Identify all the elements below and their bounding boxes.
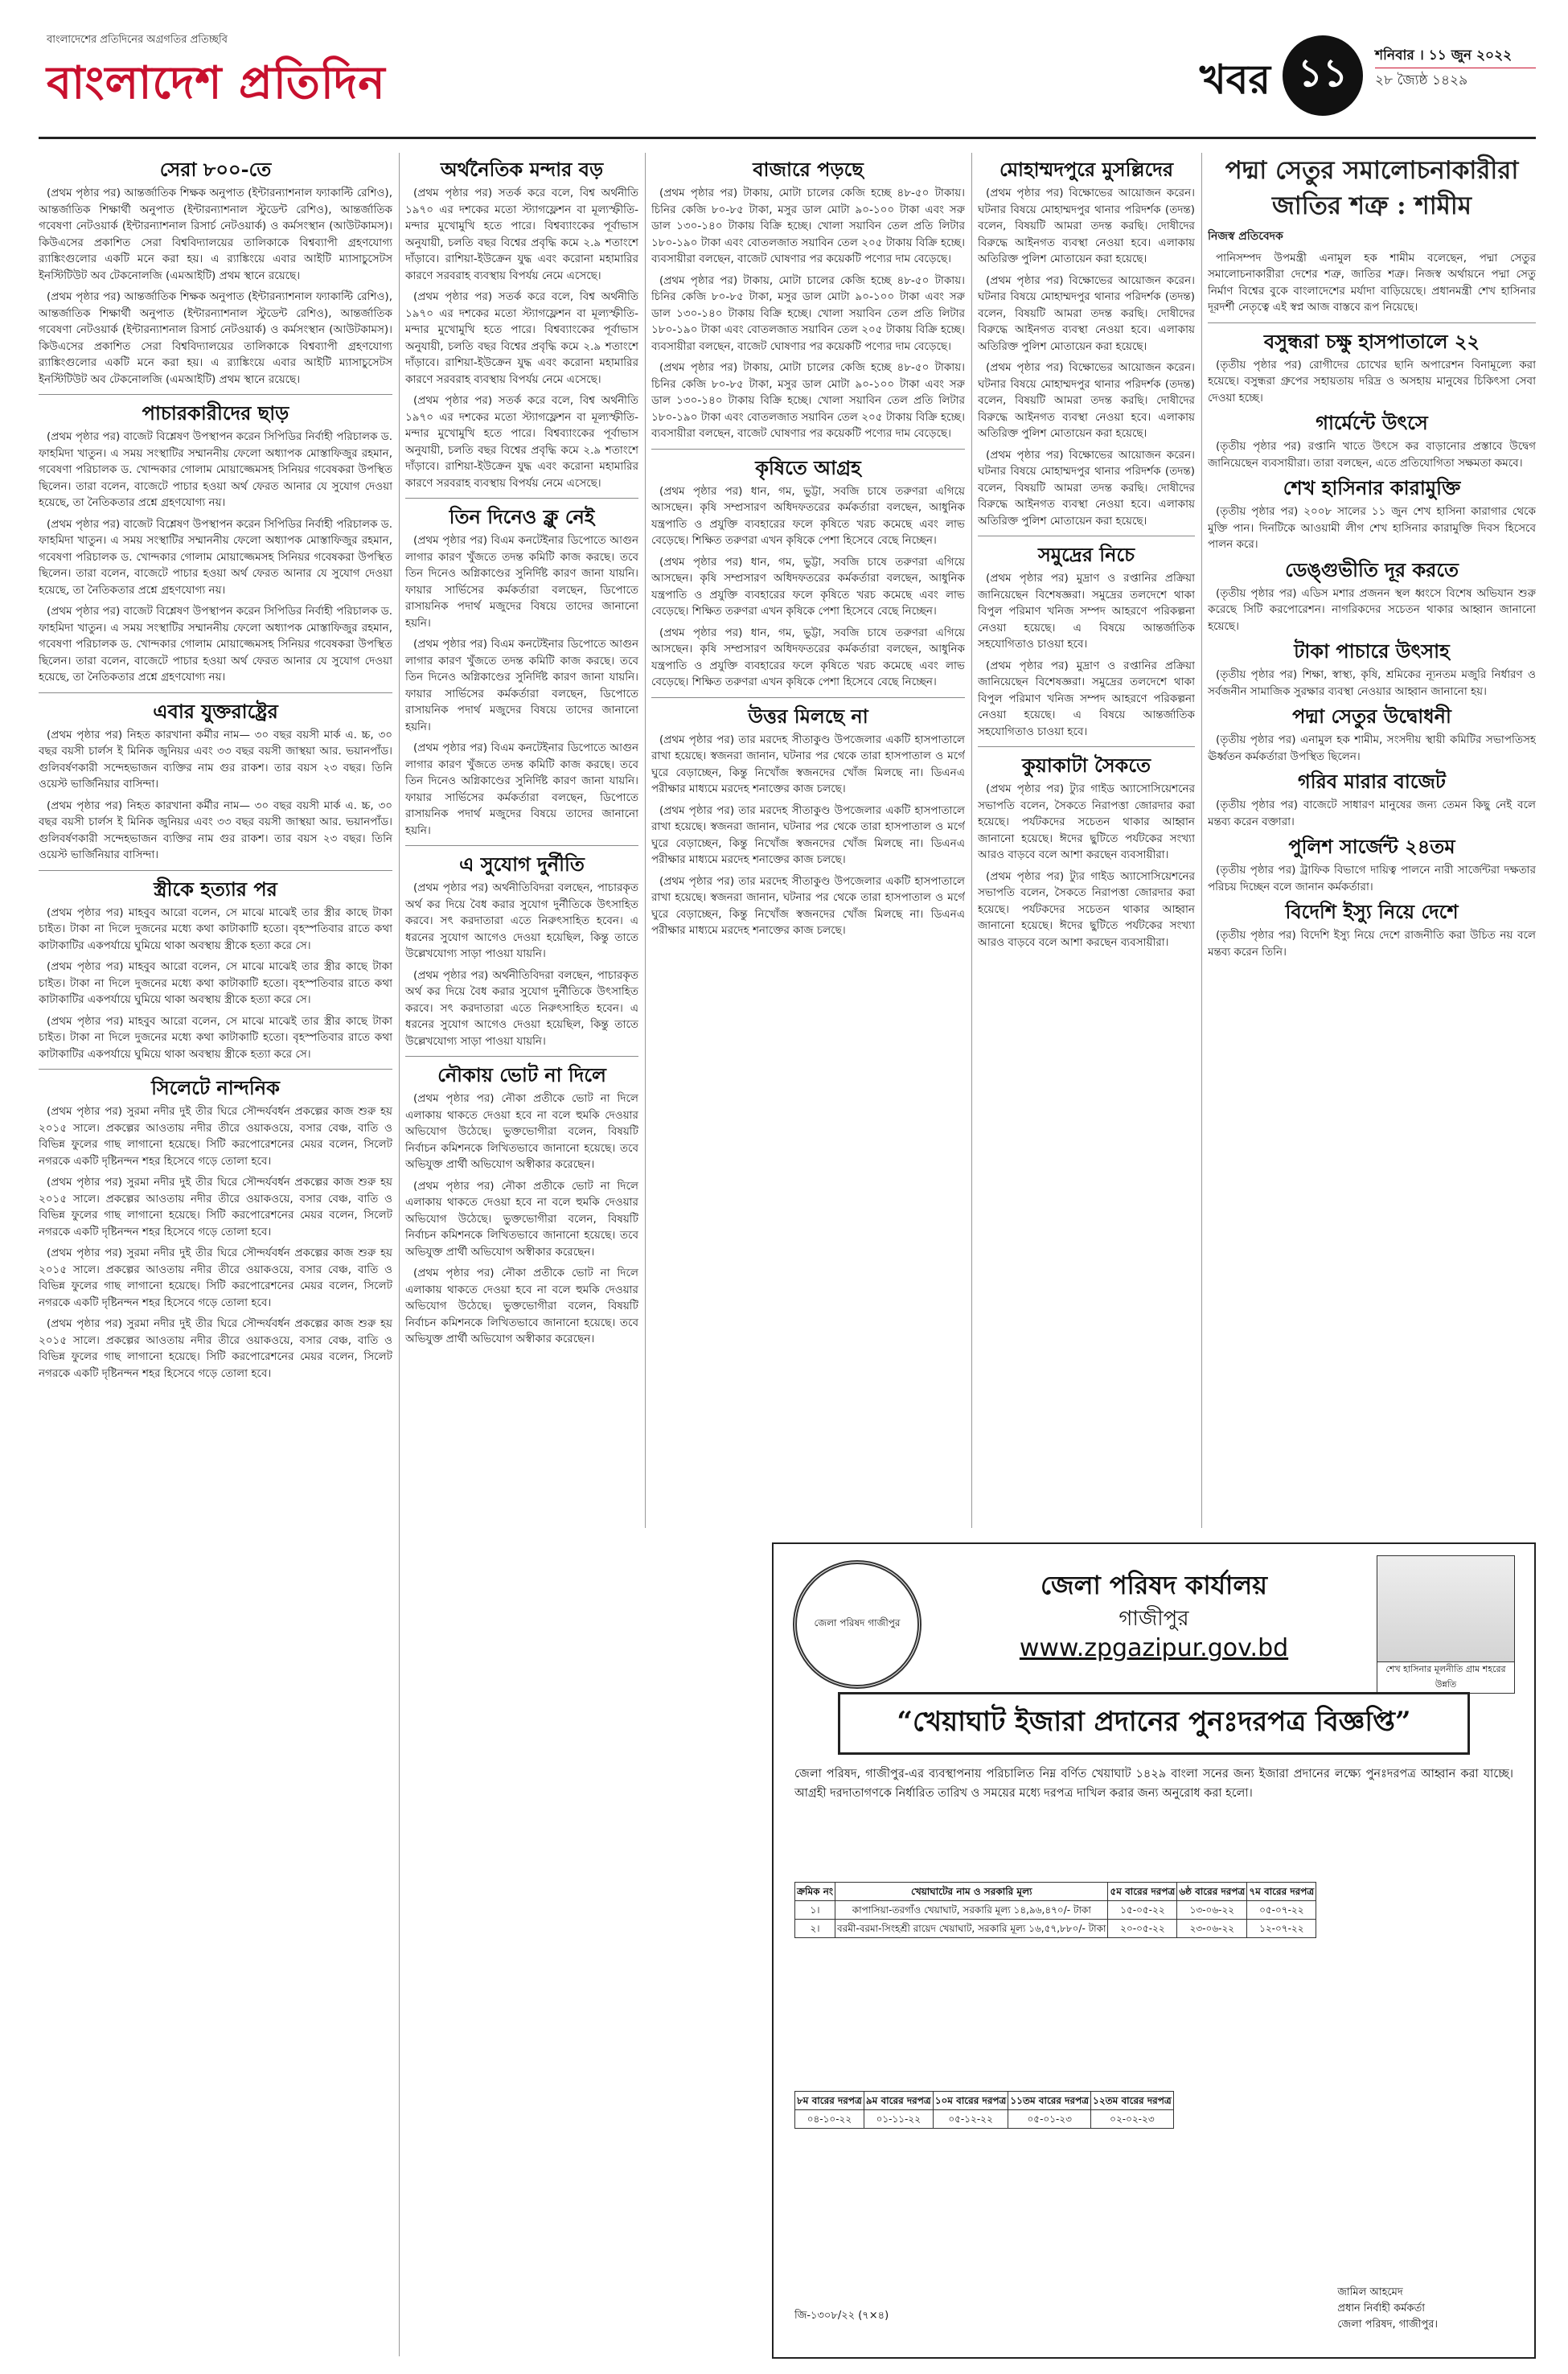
headline-money-laundering[interactable]: টাকা পাচারে উৎসাহ [1294,639,1450,663]
ad-body-text: জেলা পরিষদ, গাজীপুর-এর ব্যবস্থাপনায় পরিচালিত নিম্ন বর্ণিত খেয়াঘাট ১৪২৯ বাংলা সনের জন্য ইজারা প্রদানের লক্ষ্যে পুনঃদরপত্র আহ্বান করা যাচ্ছে। আগ্রহী দরদাতাগণকে নির্ধারিত তারিখ ও সময়ের মধ্যে দরপত্র দাখিল করার জন্য অনুরোধ করা হলো। [794,1768,1513,1800]
article-body: (প্রথম পৃষ্ঠার পর) সতর্ক করে বলে, বিশ্ব অর্থনীতি ১৯৭০ এর দশকের মতো স্ট্যাগফ্লেশন বা মূল্যস্ফীতি-মন্দার মুখোমুখি হতে পারে। বিশ্বব্যাংকের পূর্বাভাস অনুযায়ী, চলতি বছর বিশ্বের প্রবৃদ্ধি কমে ২.৯ শতাংশে দাঁড়াবে। রাশিয়া-ইউক্রেন যুদ্ধ এবং করোনা মহামারির কারণে সরবরাহ ব্যবস্থায় বিপর্যয় নেমে এসেছে। [405,187,638,282]
article-body: (তৃতীয় পৃষ্ঠার পর) এডিস মশার প্রজনন স্থল ধ্বংসে বিশেষ অভিযান শুরু করেছে সিটি করপোরেশন। নাগরিকদের সচেতন থাকার আহ্বান জানানো হয়েছে। [1208,586,1536,633]
table-cell: ১। [795,1901,835,1920]
divider [405,845,638,846]
ad-reference: জি-১৩০৮/২২ (৭×৪) [794,2310,889,2322]
article-body: (প্রথম পৃষ্ঠার পর) বিক্ষোভের আয়োজন করেন। ঘটনার বিষয়ে মোহাম্মদপুর থানার পরিদর্শক (তদন্ত) বলেন, বিষয়টি আমরা তদন্ত করছি। দোষীদের বিরুদ্ধে আইনগত ব্যবস্থা নেওয়া হবে। এলাকায় অতিরিক্ত পুলিশ মোতায়েন করা হয়েছে। [978,448,1195,528]
article-body: (প্রথম পৃষ্ঠার পর) বাজেট বিশ্লেষণ উপস্থাপন করেন সিপিডির নির্বাহী পরিচালক ড. ফাহমিদা খাতুন। এ সময় সংস্থাটির সম্মাননীয় ফেলো অধ্যাপক মোস্তাফিজুর রহমান, গবেষণা পরিচালক ড. খোন্দকার গোলাম মোয়াজ্জেমসহ সিনিয়র গবেষকরা উপস্থিত ছিলেন। তারা বলেন, বাজেটে পাচার হওয়া অর্থ ফেরত আনার যে সুযোগ দেওয়া হয়েছে, তা নৈতিকতার প্রশ্নে গ্রহণযোগ্য নয়। [39,605,392,684]
column-1 [39,153,392,2356]
tender-table-2 [794,2091,1174,2129]
headline-pacharkari[interactable]: পাচারকারীদের ছাড় [142,401,289,425]
portrait-caption: শেখ হাসিনার মূলনীতি গ্রাম শহরের উন্নতি [1377,1661,1514,1693]
date-box [1375,43,1536,92]
headline-recession[interactable]: অর্থনৈতিক মন্দার বড় [440,158,604,181]
headline-hasina[interactable]: শেখ হাসিনার কারামুক্তি [1283,476,1461,499]
table-header: ৫ম বারের দরপত্র [1108,1883,1177,1901]
column-2 [405,153,638,2356]
table-cell: ১৩-০৬-২২ [1177,1901,1247,1920]
article-body: (প্রথম পৃষ্ঠার পর) আন্তর্জাতিক শিক্ষক অনুপাত (ইন্টারন্যাশনাল ফ্যাকাল্টি রেশিও), আন্তর্জাতিক শিক্ষার্থী অনুপাত (ইন্টারন্যাশনাল স্টুডেন্ট রেশিও), আন্তর্জাতিক গবেষণা নেটওয়ার্ক (ইন্টারন্যাশনাল রিসার্চ নেটওয়ার্ক) ও কর্মসংস্থান (আউটকামস)। কিউএসের প্রকাশিত সেরা বিশ্ববিদ্যালয়ের তালিকাকে বিশ্বব্যাপী গ্রহণযোগ্য র‌্যাঙ্কিংগুলোর একটি মনে করা হয়। এ র‌্যাঙ্কিংয়ে এবার আইটি ম্যাসাচুসেটস ইনস্টিটিউট অব টেকনোলজি (এমআইটি) প্রথম স্থানে রয়েছে। [39,290,392,386]
divider [39,1069,392,1070]
article-body: (প্রথম পৃষ্ঠার পর) সুরমা নদীর দুই তীর ঘিরে সৌন্দর্যবর্ধন প্রকল্পের কাজ শুরু হয় ২০১৫ সালে। প্রকল্পের আওতায় নদীর তীরে ওয়াকওয়ে, বসার বেঞ্চ, বাতি ও বিভিন্ন ফুলের গাছ লাগানো হয়েছে। সিটি করপোরেশনের মেয়র বলেন, সিলেট নগরকে একটি দৃষ্টিনন্দন শহর হিসেবে গড়ে তোলা হবে। [39,1176,392,1238]
article-body: (প্রথম পৃষ্ঠার পর) তার মরদেহ সীতাকুণ্ড উপজেলার একটি হাসপাতালে রাখা হয়েছে। স্বজনরা জানান, ঘটনার পর থেকে তারা হাসপাতাল ও মর্গে ঘুরে বেড়াচ্ছেন, কিন্তু নিখোঁজ স্বজনদের খোঁজ মিলছে না। ডিএনএ পরীক্ষার মাধ্যমে মরদেহ শনাক্তের কাজ চলছে। [651,874,965,937]
byline: নিজস্ব প্রতিবেদক [1208,230,1283,243]
headline-padma-inauguration[interactable]: পদ্মা সেতুর উদ্বোধনী [1292,704,1451,728]
table-header-row [795,2092,1174,2110]
headline-wife-murder[interactable]: স্ত্রীকে হত্যার পর [154,877,277,901]
table-cell: ০৪-১০-২২ [795,2110,864,2129]
divider [39,394,392,395]
table-header: ৭ম বারের দরপত্র [1247,1883,1316,1901]
table-cell: ২০-০৫-২২ [1108,1920,1177,1938]
article-body: (প্রথম পৃষ্ঠার পর) নিহত কারখানা কর্মীর নাম— ৩০ বছর বয়সী মার্ক এ. চ্চ, ৩০ বছর বয়সী চার্লস ই মিনিক জুনিয়র এবং ৩৩ বছর বয়সী জাস্থয়া আর. ভয়ানপাঁড। গুলিবর্ষণকারী সন্দেহভাজন ব্যক্তির নাম গুর রাকশ। তার বয়স ২৩ বছর। তিনি ওয়েস্ট ভার্জিনিয়ার বাসিন্দা। [39,799,392,861]
article-body: (প্রথম পৃষ্ঠার পর) ধান, গম, ভুট্টা, সবজি চাষে তরুণরা এগিয়ে আসছেন। কৃষি সম্প্রসারণ অধিদফতরের কর্মকর্তারা বলছেন, আধুনিক যন্ত্রপাতি ও প্রযুক্তি ব্যবহারের ফলে কৃষিতে খরচ কমেছে এবং লাভ বেড়েছে। শিক্ষিত তরুণরা এখন কৃষিকে পেশা হিসেবে বেছে নিচ্ছেন। [651,555,965,618]
masthead [39,24,1536,139]
column-rule [399,153,400,2356]
divider [1208,322,1536,323]
table-cell: ০৫-০৭-২২ [1247,1901,1316,1920]
article-body: (প্রথম পৃষ্ঠার পর) বিক্ষোভের আয়োজন করেন। ঘটনার বিষয়ে মোহাম্মদপুর থানার পরিদর্শক (তদন্ত) বলেন, বিষয়টি আমরা তদন্ত করছি। দোষীদের বিরুদ্ধে আইনগত ব্যবস্থা নেওয়া হবে। এলাকায় অতিরিক্ত পুলিশ মোতায়েন করা হয়েছে। [978,273,1195,353]
article-body: (প্রথম পৃষ্ঠার পর) বিএম কনটেইনার ডিপোতে আগুন লাগার কারণ খুঁজতে তদন্ত কমিটি কাজ করছে। তবে তিন দিনেও অগ্নিকাণ্ডের সুনির্দিষ্ট কারণ জানা যায়নি। ফায়ার সার্ভিসের কর্মকর্তারা বলছেন, ডিপোতে রাসায়নিক পদার্থ মজুদের বিষয়ে তাদের জানানো হয়নি। [405,534,638,630]
article-body: (তৃতীয় পৃষ্ঠার পর) বাজেটে সাধারণ মানুষের জন্য তেমন কিছু নেই বলে মন্তব্য করেন বক্তারা। [1208,799,1536,828]
column-5 [1208,153,1536,1532]
ad-website-link[interactable]: www.zpgazipur.gov.bd [1019,1634,1289,1662]
table-header-row [795,1883,1316,1901]
article-body: পানিসম্পদ উপমন্ত্রী এনামুল হক শামীম বলেছেন, পদ্মা সেতুর সমালোচনাকারীরা দেশের শত্রু, জাতির শত্রু। নিজস্ব অর্থায়নে পদ্মা সেতু নির্মাণ বিশ্বের বুকে বাংলাদেশের মর্যাদা বাড়িয়েছে। প্রধানমন্ত্রী শেখ হাসিনার দূরদর্শী নেতৃত্বে এই স্বপ্ন আজ বাস্তবে রূপ নিয়েছে। [1208,251,1536,314]
table-cell: ০১-১১-২২ [864,2110,933,2129]
page-number: ১১ [1283,35,1363,116]
table-header: ১১তম বারের দরপত্র [1008,2092,1091,2110]
table-cell: ০৫-০১-২৩ [1008,2110,1091,2129]
article-body: (প্রথম পৃষ্ঠার পর) ট্যুর গাইড অ্যাসোসিয়েশনের সভাপতি বলেন, সৈকতে নিরাপত্তা জোরদার করা হয়েছে। পর্যটকদের সচেতন থাকার আহ্বান জানানো হয়েছে। ঈদের ছুটিতে পর্যটকের সংখ্যা আরও বাড়বে বলে আশা করছেন ব্যবসায়ীরা। [978,782,1195,861]
column-4 [978,153,1195,1532]
headline-sylhet[interactable]: সিলেটে নান্দনিক [151,1076,280,1099]
table-cell: ১৫-০৫-২২ [1108,1901,1177,1920]
article-body: (প্রথম পৃষ্ঠার পর) তার মরদেহ সীতাকুণ্ড উপজেলার একটি হাসপাতালে রাখা হয়েছে। স্বজনরা জানান, ঘটনার পর থেকে তারা হাসপাতাল ও মর্গে ঘুরে বেড়াচ্ছেন, কিন্তু নিখোঁজ স্বজনদের খোঁজ মিলছে না। ডিএনএ পরীক্ষার মাধ্যমে মরদেহ শনাক্তের কাজ চলছে। [651,733,965,795]
table-header: ৯ম বারের দরপত্র [864,2092,933,2110]
article-body: (তৃতীয় পৃষ্ঠার পর) বিদেশি ইস্যু নিয়ে দেশে রাজনীতি করা উচিত নয় বলে মন্তব্য করেন তিনি। [1208,929,1536,959]
table-cell: ২৩-০৬-২২ [1177,1920,1247,1938]
table-cell: বরমী-বরমা-সিংহশ্রী রায়েদ খেয়াঘাট, সরকারি মূল্য ১৬,৫৭,৮৮০/- টাকা [835,1920,1108,1938]
table-cell: ১২-০৭-২২ [1247,1920,1316,1938]
table-header: ৮ম বারের দরপত্র [795,2092,864,2110]
article-body: (প্রথম পৃষ্ঠার পর) অর্থনীতিবিদরা বলছেন, পাচারকৃত অর্থ কর দিয়ে বৈধ করার সুযোগ দুর্নীতিকে উৎসাহিত করবে। সৎ করদাতারা এতে নিরুৎসাহিত হবেন। এ ধরনের সুযোগ আগেও দেওয়া হয়েছিল, কিন্তু তাতে উল্লেখযোগ্য সাড়া পাওয়া যায়নি। [405,881,638,960]
headline-police-sergeant[interactable]: পুলিশ সার্জেন্ট ২৪তম [1288,835,1455,858]
article-body: (প্রথম পৃষ্ঠার পর) মুদ্রাণ ও রপ্তানির প্রক্রিয়া জানিয়েছেন বিশেষজ্ঞরা। সমুদ্রের তলদেশে থাকা বিপুল পরিমাণ খনিজ সম্পদ আহরণে পরিকল্পনা নেওয়া হয়েছে। এ বিষয়ে আন্তর্জাতিক সহযোগিতাও চাওয়া হবে। [978,659,1195,738]
column-rule [1201,153,1202,1528]
headline-agriculture[interactable]: কৃষিতে আগ্রহ [755,455,861,479]
table-cell: ০২-০২-২৩ [1091,2110,1174,2129]
divider [405,498,638,499]
signatory-name: জামিল আহমেদ [1337,2286,1403,2298]
divider [651,449,965,450]
ad-title-banner: “খেয়াঘাট ইজারা প্রদানের পুনঃদরপত্র বিজ্ঞপ্তি” [838,1692,1470,1755]
headline-garments[interactable]: গার্মেন্টে উৎসে [1316,411,1428,434]
tender-advertisement [772,1542,1536,2359]
article-body: (প্রথম পৃষ্ঠার পর) বাজেট বিশ্লেষণ উপস্থাপন করেন সিপিডির নির্বাহী পরিচালক ড. ফাহমিদা খাতুন। এ সময় সংস্থাটির সম্মাননীয় ফেলো অধ্যাপক মোস্তাফিজুর রহমান, গবেষণা পরিচালক ড. খোন্দকার গোলাম মোয়াজ্জেমসহ সিনিয়র গবেষকরা উপস্থিত ছিলেন। তারা বলেন, বাজেটে পাচার হওয়া অর্থ ফেরত আনার যে সুযোগ দেওয়া হয়েছে, তা নৈতিকতার প্রশ্নে গ্রহণযোগ্য নয়। [39,430,392,509]
tender-table-1 [794,1882,1316,1938]
article-body: (তৃতীয় পৃষ্ঠার পর) ট্রাফিক বিভাগে দায়িত্ব পালনে নারী সার্জেন্টরা দক্ষতার পরিচয় দিচ্ছেন বলে জানান কর্মকর্তারা। [1208,864,1536,893]
ad-district: গাজীপুর [1119,1607,1189,1631]
headline-market[interactable]: বাজারে পড়ছে [753,158,864,181]
headline-no-clue[interactable]: তিন দিনেও ক্লু নেই [449,505,595,528]
headline-sea[interactable]: সমুদ্রের নিচে [1037,543,1135,566]
table-cell: কাপাসিয়া-তরগাঁও খেয়াঘাট, সরকারি মূল্য ১৪,৯৬,৪৭০/- টাকা [835,1901,1108,1920]
table-header: ক্রমিক নং [795,1883,835,1901]
headline-sera-800[interactable]: সেরা ৮০০-তে [159,158,272,181]
signatory-title: প্রধান নির্বাহী কর্মকর্তা [1337,2302,1426,2314]
article-body: (প্রথম পৃষ্ঠার পর) নৌকা প্রতীকে ভোট না দিলে এলাকায় থাকতে দেওয়া হবে না বলে হুমকি দেওয়ার অভিযোগ উঠেছে। ভুক্তভোগীরা বলেন, বিষয়টি নির্বাচন কমিশনকে লিখিতভাবে জানানো হয়েছে। তবে অভিযুক্ত প্রার্থী অভিযোগ অস্বীকার করেছেন। [405,1092,638,1171]
article-body: (তৃতীয় পৃষ্ঠার পর) রোগীদের চোখের ছানি অপারেশন বিনামূল্যে করা হয়েছে। বসুন্ধরা গ্রুপের সহায়তায় দরিদ্র ও অসহায় মানুষের চিকিৎসা সেবা দেওয়া হচ্ছে। [1208,358,1536,405]
divider [978,746,1195,747]
divider [39,692,392,693]
divider [405,1056,638,1057]
ad-office: জেলা পরিষদ কার্যালয় [1040,1570,1268,1600]
divider [39,870,392,871]
table-row [795,1901,1316,1920]
date-gregorian: শনিবার । ১১ জুন ২০২২ [1375,43,1536,68]
table-row [795,2110,1174,2129]
article-body: (প্রথম পৃষ্ঠার পর) সতর্ক করে বলে, বিশ্ব অর্থনীতি ১৯৭০ এর দশকের মতো স্ট্যাগফ্লেশন বা মূল্যস্ফীতি-মন্দার মুখোমুখি হতে পারে। বিশ্বব্যাংকের পূর্বাভাস অনুযায়ী, চলতি বছর বিশ্বের প্রবৃদ্ধি কমে ২.৯ শতাংশে দাঁড়াবে। রাশিয়া-ইউক্রেন যুদ্ধ এবং করোনা মহামারির কারণে সরবরাহ ব্যবস্থায় বিপর্যয় নেমে এসেছে। [405,290,638,386]
article-body: (প্রথম পৃষ্ঠার পর) বিএম কনটেইনার ডিপোতে আগুন লাগার কারণ খুঁজতে তদন্ত কমিটি কাজ করছে। তবে তিন দিনেও অগ্নিকাণ্ডের সুনির্দিষ্ট কারণ জানা যায়নি। ফায়ার সার্ভিসের কর্মকর্তারা বলছেন, ডিপোতে রাসায়নিক পদার্থ মজুদের বিষয়ে তাদের জানানো হয়নি। [405,638,638,733]
portrait-image [1377,1555,1515,1694]
headline-boat-vote[interactable]: নৌকায় ভোট না দিলে [437,1063,606,1086]
article-body: (প্রথম পৃষ্ঠার পর) বিএম কনটেইনার ডিপোতে আগুন লাগার কারণ খুঁজতে তদন্ত কমিটি কাজ করছে। তবে তিন দিনেও অগ্নিকাণ্ডের সুনির্দিষ্ট কারণ জানা যায়নি। ফায়ার সার্ভিসের কর্মকর্তারা বলছেন, ডিপোতে রাসায়নিক পদার্থ মজুদের বিষয়ে তাদের জানানো হয়নি। [405,741,638,837]
article-body: (প্রথম পৃষ্ঠার পর) সুরমা নদীর দুই তীর ঘিরে সৌন্দর্যবর্ধন প্রকল্পের কাজ শুরু হয় ২০১৫ সালে। প্রকল্পের আওতায় নদীর তীরে ওয়াকওয়ে, বসার বেঞ্চ, বাতি ও বিভিন্ন ফুলের গাছ লাগানো হয়েছে। সিটি করপোরেশনের মেয়র বলেন, সিলেট নগরকে একটি দৃষ্টিনন্দন শহর হিসেবে গড়ে তোলা হবে। [39,1247,392,1309]
headline-kuakata[interactable]: কুয়াকাটা সৈকতে [1021,754,1151,777]
date-bangla: ২৮ জ্যৈষ্ঠ ১৪২৯ [1375,72,1468,88]
signatory-org: জেলা পরিষদ, গাজীপুর। [1337,2319,1438,2331]
article-body: (প্রথম পৃষ্ঠার পর) মাহবুব আরো বলেন, সে মাঝে মাঝেই তার স্ত্রীর কাছে টাকা চাইত। টাকা না দিলে দুজনের মধ্যে কথা কাটাকাটি হতো। বৃহস্পতিবার রাতে কথা কাটাকাটির একপর্যায়ে ঘুমিয়ে থাকা অবস্থায় স্ত্রীকে হত্যা করে সে। [39,1014,392,1061]
article-body: (প্রথম পৃষ্ঠার পর) টাকায়, মোটা চালের কেজি হচ্ছে ৪৮-৫০ টাকায়। চিনির কেজি ৮০-৮৫ টাকা, মসুর ডাল মোটা ৯০-১০০ টাকা এবং সরু ডাল ১৩০-১৪০ টাকায় বিক্রি হচ্ছে। খোলা সয়াবিন তেল প্রতি লিটার ১৮০-১৯০ টাকা এবং বোতলজাত সয়াবিন তেল ২০৫ টাকায় বিক্রি হচ্ছে। ব্যবসায়ীরা বলছেন, বাজেট ঘোষণার পর কয়েকটি পণ্যের দাম বেড়েছে। [651,361,965,440]
table-cell: ০৫-১২-২২ [933,2110,1008,2129]
article-body: (প্রথম পৃষ্ঠার পর) ট্যুর গাইড অ্যাসোসিয়েশনের সভাপতি বলেন, সৈকতে নিরাপত্তা জোরদার করা হয়েছে। পর্যটকদের সচেতন থাকার আহ্বান জানানো হয়েছে। ঈদের ছুটিতে পর্যটকের সংখ্যা আরও বাড়বে বলে আশা করছেন ব্যবসায়ীরা। [978,869,1195,949]
article-body: (প্রথম পৃষ্ঠার পর) নৌকা প্রতীকে ভোট না দিলে এলাকায় থাকতে দেওয়া হবে না বলে হুমকি দেওয়ার অভিযোগ উঠেছে। ভুক্তভোগীরা বলেন, বিষয়টি নির্বাচন কমিশনকে লিখিতভাবে জানানো হয়েছে। তবে অভিযুক্ত প্রার্থী অভিযোগ অস্বীকার করেছেন। [405,1267,638,1345]
article-body: (প্রথম পৃষ্ঠার পর) তার মরদেহ সীতাকুণ্ড উপজেলার একটি হাসপাতালে রাখা হয়েছে। স্বজনরা জানান, ঘটনার পর থেকে তারা হাসপাতাল ও মর্গে ঘুরে বেড়াচ্ছেন, কিন্তু নিখোঁজ স্বজনদের খোঁজ মিলছে না। ডিএনএ পরীক্ষার মাধ্যমে মরদেহ শনাক্তের কাজ চলছে। [651,803,965,866]
article-body: (প্রথম পৃষ্ঠার পর) আন্তর্জাতিক শিক্ষক অনুপাত (ইন্টারন্যাশনাল ফ্যাকাল্টি রেশিও), আন্তর্জাতিক শিক্ষার্থী অনুপাত (ইন্টারন্যাশনাল স্টুডেন্ট রেশিও), আন্তর্জাতিক গবেষণা নেটওয়ার্ক (ইন্টারন্যাশনাল রিসার্চ নেটওয়ার্ক) ও কর্মসংস্থান (আউটকামস)। কিউএসের প্রকাশিত সেরা বিশ্ববিদ্যালয়ের তালিকাকে বিশ্বব্যাপী গ্রহণযোগ্য র‌্যাঙ্কিংগুলোর একটি মনে করা হয়। এ র‌্যাঙ্কিংয়ে এবার আইটি ম্যাসাচুসেটস ইনস্টিটিউট অব টেকনোলজি (এমআইটি) প্রথম স্থানে রয়েছে। [39,187,392,282]
divider [651,697,965,698]
lead-headline-line1[interactable]: পদ্মা সেতুর সমালোচনাকারীরা [1225,156,1519,185]
article-body: (তৃতীয় পৃষ্ঠার পর) রপ্তানি খাতে উৎসে কর বাড়ানোর প্রস্তাবে উদ্বেগ জানিয়েছেন ব্যবসায়ীরা। তারা বলছেন, এতে প্রতিযোগিতা সক্ষমতা কমবে। [1208,440,1536,470]
article-body: (প্রথম পৃষ্ঠার পর) টাকায়, মোটা চালের কেজি হচ্ছে ৪৮-৫০ টাকায়। চিনির কেজি ৮০-৮৫ টাকা, মসুর ডাল মোটা ৯০-১০০ টাকা এবং সরু ডাল ১৩০-১৪০ টাকায় বিক্রি হচ্ছে। খোলা সয়াবিন তেল প্রতি লিটার ১৮০-১৯০ টাকা এবং বোতলজাত সয়াবিন তেল ২০৫ টাকায় বিক্রি হচ্ছে। ব্যবসায়ীরা বলছেন, বাজেট ঘোষণার পর কয়েকটি পণ্যের দাম বেড়েছে। [651,273,965,353]
article-body: (প্রথম পৃষ্ঠার পর) মুদ্রাণ ও রপ্তানির প্রক্রিয়া জানিয়েছেন বিশেষজ্ঞরা। সমুদ্রের তলদেশে থাকা বিপুল পরিমাণ খনিজ সম্পদ আহরণে পরিকল্পনা নেওয়া হয়েছে। এ বিষয়ে আন্তর্জাতিক সহযোগিতাও চাওয়া হবে। [978,572,1195,651]
signature-block [1337,2285,1438,2333]
table-header: ৬ষ্ঠ বারের দরপত্র [1177,1883,1247,1901]
newspaper-logo[interactable]: বাংলাদেশ প্রতিদিন [47,56,386,109]
article-body: (তৃতীয় পৃষ্ঠার পর) শিক্ষা, স্বাস্থ্য, কৃষি, শ্রমিকের ন্যূনতম মজুরি নির্ধারণ ও সর্বজনীন সামাজিক সুরক্ষার ব্যবস্থা নেওয়ার আহ্বান জানানো হয়। [1208,668,1536,698]
article-body: (প্রথম পৃষ্ঠার পর) টাকায়, মোটা চালের কেজি হচ্ছে ৪৮-৫০ টাকায়। চিনির কেজি ৮০-৮৫ টাকা, মসুর ডাল মোটা ৯০-১০০ টাকা এবং সরু ডাল ১৩০-১৪০ টাকায় বিক্রি হচ্ছে। খোলা সয়াবিন তেল প্রতি লিটার ১৮০-১৯০ টাকা এবং বোতলজাত সয়াবিন তেল ২০৫ টাকায় বিক্রি হচ্ছে। ব্যবসায়ীরা বলছেন, বাজেট ঘোষণার পর কয়েকটি পণ্যের দাম বেড়েছে। [651,187,965,265]
table-cell: ২। [795,1920,835,1938]
table-row [795,1920,1316,1938]
column-3 [651,153,965,1532]
article-body: (প্রথম পৃষ্ঠার পর) নৌকা প্রতীকে ভোট না দিলে এলাকায় থাকতে দেওয়া হবে না বলে হুমকি দেওয়ার অভিযোগ উঠেছে। ভুক্তভোগীরা বলেন, বিষয়টি নির্বাচন কমিশনকে লিখিতভাবে জানানো হয়েছে। তবে অভিযুক্ত প্রার্থী অভিযোগ অস্বীকার করেছেন। [405,1179,638,1259]
headline-bashundhara[interactable]: বসুন্ধরা চক্ষু হাসপাতালে ২২ [1263,329,1480,353]
table-header: খেয়াঘাটের নাম ও সরকারি মূল্য [835,1883,1108,1901]
article-body: (প্রথম পৃষ্ঠার পর) মাহবুব আরো বলেন, সে মাঝে মাঝেই তার স্ত্রীর কাছে টাকা চাইত। টাকা না দিলে দুজনের মধ্যে কথা কাটাকাটি হতো। বৃহস্পতিবার রাতে কথা কাটাকাটির একপর্যায়ে ঘুমিয়ে থাকা অবস্থায় স্ত্রীকে হত্যা করে সে। [39,906,392,952]
article-body: (প্রথম পৃষ্ঠার পর) বিক্ষোভের আয়োজন করেন। ঘটনার বিষয়ে মোহাম্মদপুর থানার পরিদর্শক (তদন্ত) বলেন, বিষয়টি আমরা তদন্ত করছি। দোষীদের বিরুদ্ধে আইনগত ব্যবস্থা নেওয়া হবে। এলাকায় অতিরিক্ত পুলিশ মোতায়েন করা হয়েছে। [978,361,1195,440]
article-body: (প্রথম পৃষ্ঠার পর) বাজেট বিশ্লেষণ উপস্থাপন করেন সিপিডির নির্বাহী পরিচালক ড. ফাহমিদা খাতুন। এ সময় সংস্থাটির সম্মাননীয় ফেলো অধ্যাপক মোস্তাফিজুর রহমান, গবেষণা পরিচালক ড. খোন্দকার গোলাম মোয়াজ্জেমসহ সিনিয়র গবেষকরা উপস্থিত ছিলেন। তারা বলেন, বাজেটে পাচার হওয়া অর্থ ফেরত আনার যে সুযোগ দেওয়া হয়েছে, তা নৈতিকতার প্রশ্নে গ্রহণযোগ্য নয়। [39,517,392,597]
article-body: (প্রথম পৃষ্ঠার পর) সুরমা নদীর দুই তীর ঘিরে সৌন্দর্যবর্ধন প্রকল্পের কাজ শুরু হয় ২০১৫ সালে। প্রকল্পের আওতায় নদীর তীরে ওয়াকওয়ে, বসার বেঞ্চ, বাতি ও বিভিন্ন ফুলের গাছ লাগানো হয়েছে। সিটি করপোরেশনের মেয়র বলেন, সিলেট নগরকে একটি দৃষ্টিনন্দন শহর হিসেবে গড়ে তোলা হবে। [39,1105,392,1168]
section-name: খবর [1199,55,1270,103]
table-header: ১০ম বারের দরপত্র [933,2092,1008,2110]
article-body: (প্রথম পৃষ্ঠার পর) সতর্ক করে বলে, বিশ্ব অর্থনীতি ১৯৭০ এর দশকের মতো স্ট্যাগফ্লেশন বা মূল্যস্ফীতি-মন্দার মুখোমুখি হতে পারে। বিশ্বব্যাংকের পূর্বাভাস অনুযায়ী, চলতি বছর বিশ্বের প্রবৃদ্ধি কমে ২.৯ শতাংশে দাঁড়াবে। রাশিয়া-ইউক্রেন যুদ্ধ এবং করোনা মহামারির কারণে সরবরাহ ব্যবস্থায় বিপর্যয় নেমে এসেছে। [405,394,638,490]
headline-dengue[interactable]: ডেঙ্গুভীতি দূর করতে [1284,557,1459,581]
article-body: (প্রথম পৃষ্ঠার পর) ধান, গম, ভুট্টা, সবজি চাষে তরুণরা এগিয়ে আসছেন। কৃষি সম্প্রসারণ অধিদফতরের কর্মকর্তারা বলছেন, আধুনিক যন্ত্রপাতি ও প্রযুক্তি ব্যবহারের ফলে কৃষিতে খরচ কমেছে এবং লাভ বেড়েছে। শিক্ষিত তরুণরা এখন কৃষিকে পেশা হিসেবে বেছে নিচ্ছেন। [651,626,965,688]
district-council-seal: জেলা পরিষদ গাজীপুর [793,1560,922,1689]
article-body: (প্রথম পৃষ্ঠার পর) বিক্ষোভের আয়োজন করেন। ঘটনার বিষয়ে মোহাম্মদপুর থানার পরিদর্শক (তদন্ত) বলেন, বিষয়টি আমরা তদন্ত করছি। দোষীদের বিরুদ্ধে আইনগত ব্যবস্থা নেওয়া হবে। এলাকায় অতিরিক্ত পুলিশ মোতায়েন করা হয়েছে। [978,187,1195,265]
headline-corruption[interactable]: এ সুযোগ দুর্নীতি [459,852,585,876]
table-header: ১২তম বারের দরপত্র [1091,2092,1174,2110]
article-body: (প্রথম পৃষ্ঠার পর) সুরমা নদীর দুই তীর ঘিরে সৌন্দর্যবর্ধন প্রকল্পের কাজ শুরু হয় ২০১৫ সালে। প্রকল্পের আওতায় নদীর তীরে ওয়াকওয়ে, বসার বেঞ্চ, বাতি ও বিভিন্ন ফুলের গাছ লাগানো হয়েছে। সিটি করপোরেশনের মেয়র বলেন, সিলেট নগরকে একটি দৃষ্টিনন্দন শহর হিসেবে গড়ে তোলা হবে। [39,1317,392,1380]
column-rule [645,153,646,1528]
headline-foreign-issue[interactable]: বিদেশি ইস্যু নিয়ে দেশে [1285,900,1459,923]
article-body: (তৃতীয় পৃষ্ঠার পর) এনামুল হক শামীম, সংসদীয় স্থায়ী কমিটির সভাপতিসহ ঊর্ধ্বতন কর্মকর্তারা উপস্থিত ছিলেন। [1208,733,1536,763]
column-rule [971,153,972,1528]
headline-no-answer[interactable]: উত্তর মিলছে না [748,704,868,728]
article-body: (প্রথম পৃষ্ঠার পর) নিহত কারখানা কর্মীর নাম— ৩০ বছর বয়সী মার্ক এ. চ্চ, ৩০ বছর বয়সী চার্লস ই মিনিক জুনিয়র এবং ৩৩ বছর বয়সী জাস্থয়া আর. ভয়ানপাঁড। গুলিবর্ষণকারী সন্দেহভাজন ব্যক্তির নাম গুর রাকশ। তার বয়স ২৩ বছর। তিনি ওয়েস্ট ভার্জিনিয়ার বাসিন্দা। [39,728,392,791]
logo-tagline: বাংলাদেশের প্রতিদিনের অগ্রগতির প্রতিচ্ছবি [47,34,228,46]
headline-usa[interactable]: এবার যুক্তরাষ্ট্রের [153,699,278,723]
headline-mohammadpur[interactable]: মোহাম্মদপুরে মুসল্লিদের [999,158,1174,181]
article-body: (প্রথম পৃষ্ঠার পর) মাহবুব আরো বলেন, সে মাঝে মাঝেই তার স্ত্রীর কাছে টাকা চাইত। টাকা না দিলে দুজনের মধ্যে কথা কাটাকাটি হতো। বৃহস্পতিবার রাতে কথা কাটাকাটির একপর্যায়ে ঘুমিয়ে থাকা অবস্থায় স্ত্রীকে হত্যা করে সে। [39,960,392,1006]
article-body: (প্রথম পৃষ্ঠার পর) অর্থনীতিবিদরা বলছেন, পাচারকৃত অর্থ কর দিয়ে বৈধ করার সুযোগ দুর্নীতিকে উৎসাহিত করবে। সৎ করদাতারা এতে নিরুৎসাহিত হবেন। এ ধরনের সুযোগ আগেও দেওয়া হয়েছিল, কিন্তু তাতে উল্লেখযোগ্য সাড়া পাওয়া যায়নি। [405,968,638,1048]
headline-poor-budget[interactable]: গরিব মারার বাজেট [1297,770,1447,793]
article-body: (প্রথম পৃষ্ঠার পর) ধান, গম, ভুট্টা, সবজি চাষে তরুণরা এগিয়ে আসছেন। কৃষি সম্প্রসারণ অধিদফতরের কর্মকর্তারা বলছেন, আধুনিক যন্ত্রপাতি ও প্রযুক্তি ব্যবহারের ফলে কৃষিতে খরচ কমেছে এবং লাভ বেড়েছে। শিক্ষিত তরুণরা এখন কৃষিকে পেশা হিসেবে বেছে নিচ্ছেন। [651,484,965,547]
lead-headline-line2[interactable]: জাতির শত্রু : শামীম [1272,191,1472,220]
article-body: (তৃতীয় পৃষ্ঠার পর) ২০০৮ সালের ১১ জুন শেখ হাসিনা কারাগার থেকে মুক্তি পান। দিনটিকে আওয়ামী লীগ শেখ হাসিনার কারামুক্তি দিবস হিসেবে পালন করে। [1208,505,1536,551]
